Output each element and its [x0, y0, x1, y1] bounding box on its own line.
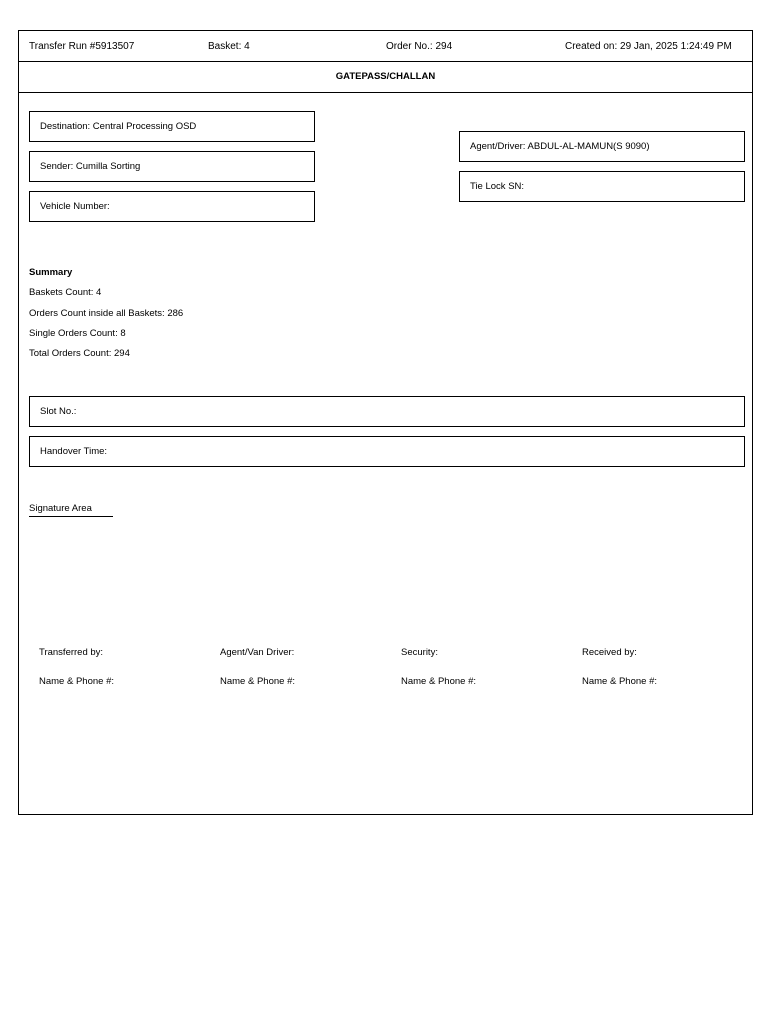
transfer-run-number: Transfer Run #5913507 [29, 41, 135, 52]
handover-time-field: Handover Time: [29, 436, 745, 467]
document-header [19, 31, 752, 62]
vehicle-number-field: Vehicle Number: [29, 191, 315, 222]
summary-section [29, 267, 183, 368]
destination-field: Destination: Central Processing OSD [29, 111, 315, 142]
orders-inside-baskets-count: Orders Count inside all Baskets: 286 [29, 307, 184, 319]
agent-driver-field: Agent/Driver: ABDUL-AL-MAMUN(S 9090) [459, 131, 745, 162]
sender-field: Sender: Cumilla Sorting [29, 151, 315, 182]
total-orders-count: Total Orders Count: 294 [29, 348, 130, 360]
summary-title: Summary [29, 267, 73, 278]
transferred-by-name-phone: Name & Phone #: [39, 676, 114, 687]
security-label: Security: [401, 647, 438, 658]
agent-van-driver-label: Agent/Van Driver: [220, 647, 295, 658]
single-orders-count: Single Orders Count: 8 [29, 327, 126, 339]
signature-area-label: Signature Area [29, 503, 113, 517]
tie-lock-field: Tie Lock SN: [459, 171, 745, 202]
order-number: Order No.: 294 [386, 41, 453, 52]
slot-number-field: Slot No.: [29, 396, 745, 427]
basket-number: Basket: 4 [208, 41, 250, 52]
agent-van-driver-name-phone: Name & Phone #: [220, 676, 295, 687]
baskets-count: Baskets Count: 4 [29, 287, 102, 299]
document-title: GATEPASS/CHALLAN [19, 62, 752, 93]
transferred-by-label: Transferred by: [39, 647, 104, 658]
security-name-phone: Name & Phone #: [401, 676, 476, 687]
gatepass-sheet [18, 30, 753, 815]
received-by-label: Received by: [582, 647, 637, 658]
created-on-timestamp: Created on: 29 Jan, 2025 1:24:49 PM [565, 41, 732, 52]
received-by-name-phone: Name & Phone #: [582, 676, 657, 687]
